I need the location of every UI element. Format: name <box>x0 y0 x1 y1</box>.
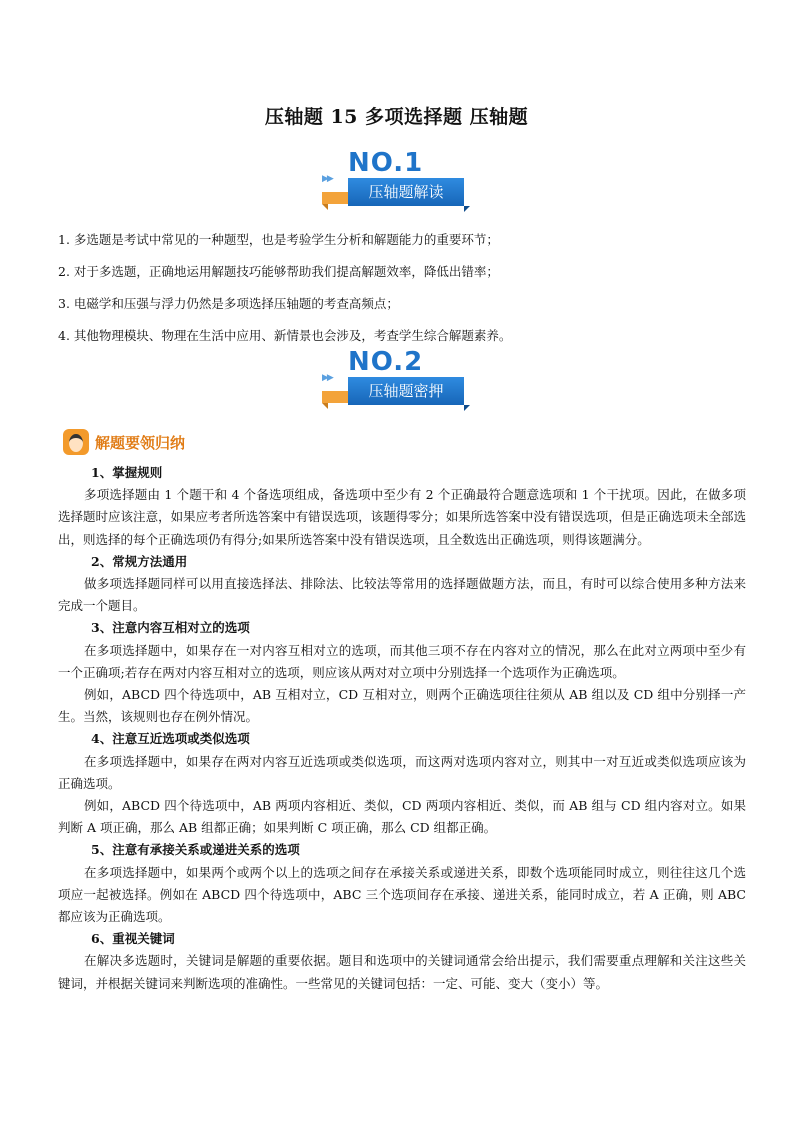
tip-heading: 6、重视关键词 <box>91 931 175 947</box>
badge-no1 <box>322 148 472 214</box>
intro-item: 1. 多选题是考试中常见的一种题型，也是考验学生分析和解题能力的重要环节； <box>58 232 499 247</box>
tip-heading: 4、注意互近选项或类似选项 <box>91 731 250 747</box>
page-title: 压轴题 15 多项选择题 压轴题 <box>264 106 529 128</box>
badge-fold-corner <box>322 403 328 409</box>
tip-paragraph: 在多项选择题中，如果存在两对内容互近选项或类似选项，而这两对选项内容对立，则其中一对互近或类似选项应该为正确选项。 <box>58 753 746 791</box>
tip-heading: 3、注意内容互相对立的选项 <box>91 620 250 636</box>
badge-number: NO.2 <box>348 347 424 377</box>
tip-paragraph: 在多项选择题中，如果两个或两个以上的选项之间存在承接关系或递进关系，即数个选项能同时成立，则往往这几个选项应一起被选择。例如在 ABCD 四个待选项中，ABC 三个选项间存在承接、递进关系，能同时成立，若 A 正确，则 ABC 都应该为正确选项。 <box>58 864 746 925</box>
badge-fold-corner <box>322 204 328 210</box>
tip-paragraph: 例如，ABCD 四个待选项中，AB 互相对立，CD 互相对立，则两个正确选项往往须从 AB 组以及 CD 组中分别择一产生。当然，该规则也存在例外情况。 <box>58 687 746 725</box>
intro-item: 3. 电磁学和压强与浮力仍然是多项选择压轴题的考查高频点； <box>58 296 399 311</box>
tip-paragraph: 多项选择题由 1 个题干和 4 个备选项组成，备选项中至少有 2 个正确最符合题意选项和 1 个干扰项。因此，在做多项选择题时应该注意，如果应考者所选答案中有错误选项，该题得零分；如果所选答案中没有错误选项，但是正确选项未全部选出，则选择的每个正确选项仍有得分;如果所选答案中没有错误选项，且全数选出正确选项，则得该题满分。 <box>58 487 746 547</box>
tip-paragraph: 在解决多选题时，关键词是解题的重要依据。题目和选项中的关键词通常会给出提示，我们需要重点理解和关注这些关键词，并根据关键词来判断选项的准确性。一些常见的关键词包括：一定、可能、变大（变小）等。 <box>58 953 746 991</box>
badge-tail <box>464 206 470 212</box>
tip-heading: 2、常规方法通用 <box>91 553 188 569</box>
section-title: 解题要领归纳 <box>95 433 186 452</box>
tip-heading: 5、注意有承接关系或递进关系的选项 <box>91 842 300 858</box>
badge-label: 压轴题密押 <box>348 377 464 405</box>
tip-paragraph: 例如，ABCD 四个待选项中，AB 两项内容相近、类似，CD 两项内容相近、类似，而 AB 组与 CD 组内容对立。如果判断 A 项正确，那么 AB 组都正确；如果判断 C 项正确，那么 CD 组都正确。 <box>58 798 746 836</box>
tip-heading: 1、掌握规则 <box>91 465 163 480</box>
section-header <box>63 427 185 457</box>
arrow-icon: ▶▶ <box>322 373 332 383</box>
badge-tail <box>464 405 470 411</box>
badge-no2 <box>322 347 472 413</box>
tip-paragraph: 做多项选择题同样可以用直接选择法、排除法、比较法等常用的选择题做题方法，而且，有时可以综合使用多种方法来完成一个题目。 <box>58 576 746 614</box>
tips-body <box>58 462 746 995</box>
intro-item: 2. 对于多选题，正确地运用解题技巧能够帮助我们提高解题效率，降低出错率； <box>58 264 499 279</box>
intro-item: 4. 其他物理模块、物理在生活中应用、新情景也会涉及，考查学生综合解题素养。 <box>58 328 512 343</box>
tip-paragraph: 在多项选择题中，如果存在一对内容互相对立的选项，而其他三项不存在内容对立的情况，那么在此对立两项中至少有一个正确项;若存在两对内容互相对立的选项，则应该从两对对立项中分别选择一个选项作为正确选项。 <box>58 642 746 680</box>
arrow-icon: ▶▶ <box>322 174 332 184</box>
badge-label: 压轴题解读 <box>348 178 464 206</box>
badge-number: NO.1 <box>348 148 424 178</box>
teacher-icon <box>63 429 89 455</box>
